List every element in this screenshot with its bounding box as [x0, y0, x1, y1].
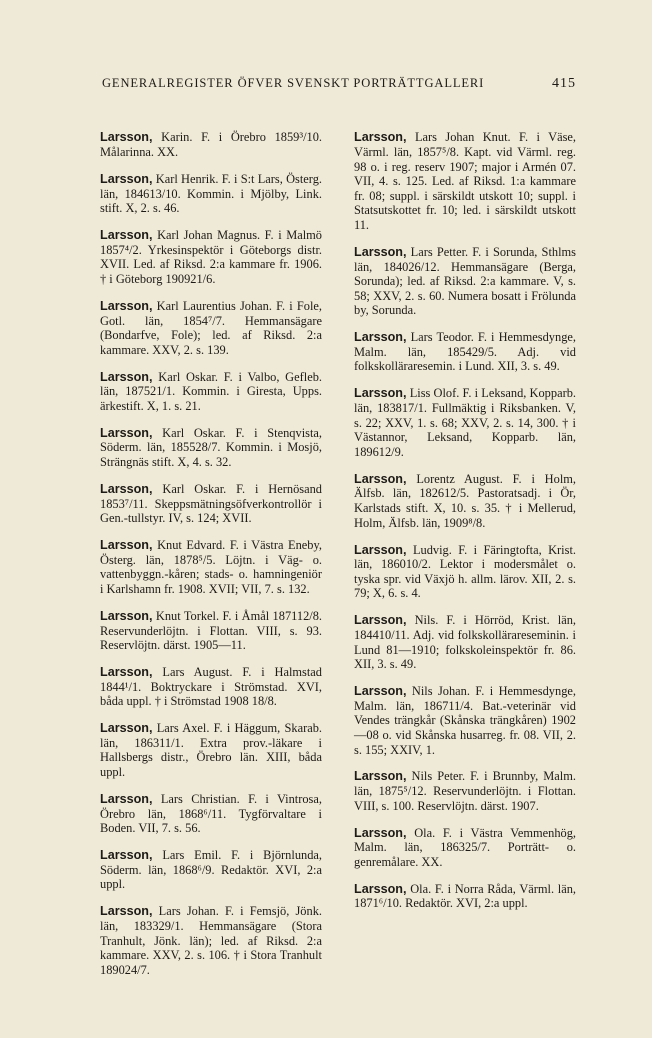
- entry-text: Karl Oskar. F. i Valbo, Gefleb. län, 187521/1. Kommin. i Giresta, Upps. ärkestift. X, 1. s. 21.: [100, 369, 322, 413]
- entry-text: Lars Axel. F. i Häggum, Skarab. län, 186311/1. Extra prov.-läkare i Hallsbergs distr., Örebro län. XIII, båda uppl.: [100, 721, 322, 780]
- register-entry: [354, 613, 576, 671]
- entry-surname: Larsson,: [354, 330, 407, 345]
- entry-surname: Larsson,: [100, 425, 153, 440]
- entry-text: Nils. F. i Hörröd, Krist. län, 184410/11. Adj. vid folkskollärareseminin. i Lund 81—1910; folkskoleinspektör fr. 86. XII, 3. s. 49.: [354, 613, 576, 672]
- register-entry: [100, 426, 322, 470]
- register-entry: [100, 609, 322, 653]
- entry-surname: Larsson,: [100, 792, 153, 807]
- page-number: 415: [552, 76, 576, 91]
- register-entry: [100, 904, 322, 977]
- running-header: [102, 76, 576, 92]
- entry-text: Karl Laurentius Johan. F. i Fole, Gotl. län, 1854⁷/7. Hemmansägare (Bondarfve, Fole); led. af Riksd. 2:a kammare. XXV, 2. s. 139.: [100, 298, 322, 357]
- register-entry: [354, 245, 576, 318]
- right-column: [354, 118, 576, 919]
- register-entry: [354, 472, 576, 530]
- register-entry: [100, 538, 322, 596]
- entry-text: Liss Olof. F. i Leksand, Kopparb. län, 183817/1. Fullmäktig i Riksbanken. V, s. 22; XXV, 1. s. 68; XXV, 2. s. 14, 300. † i Västannor, Leksand, Kopparb. län, 189612/9.: [354, 386, 576, 459]
- register-entry: [100, 228, 322, 286]
- register-entry: [354, 130, 576, 232]
- entry-surname: Larsson,: [100, 721, 153, 736]
- entry-surname: Larsson,: [100, 665, 153, 680]
- register-entry: [354, 882, 576, 911]
- entry-surname: Larsson,: [100, 130, 153, 145]
- entry-surname: Larsson,: [100, 848, 153, 863]
- register-entry: [100, 482, 322, 526]
- entry-text: Lars Emil. F. i Björnlunda, Söderm. län, 1868⁶/9. Redaktör. XVI, 2:a uppl.: [100, 848, 322, 892]
- register-entry: [354, 330, 576, 374]
- entry-text: Knut Torkel. F. i Åmål 187112/8. Reservunderlöjtn. i Flottan. VIII, s. 93. Reservlöjtn. därst. 1905—11.: [100, 608, 323, 653]
- register-entry: [100, 721, 322, 779]
- register-entry: [100, 299, 322, 357]
- entry-text: Ola. F. i Norra Råda, Värml. län, 1871⁶/10. Redaktör. XVI, 2:a uppl.: [354, 881, 576, 911]
- entry-surname: Larsson,: [100, 171, 153, 186]
- entry-text: Lars Petter. F. i Sorunda, Sthlms län, 184026/12. Hemmansägare (Berga, Sorunda); led. af Riksd. 2:a kammare. V, s. 58; XXV, 2. s. 60. Numera bosatt i Frölunda by, Sorunda.: [354, 244, 576, 318]
- register-entry: [100, 848, 322, 892]
- register-entry: [100, 792, 322, 836]
- entry-text: Lorentz August. F. i Holm, Älfsb. län, 182612/5. Pastoratsadj. i Ör, Karlstads stift. X, 10. s. 35. † i Mellerud, Holm, Älfsb. län, 1909⁸/8.: [354, 471, 577, 530]
- entry-surname: Larsson,: [354, 684, 407, 699]
- entry-surname: Larsson,: [354, 769, 407, 784]
- register-entry: [354, 769, 576, 813]
- entry-surname: Larsson,: [100, 904, 153, 919]
- running-title: GENERALREGISTER ÖFVER SVENSKT PORTRÄTTGALLERI: [102, 76, 485, 90]
- entry-text: Karin. F. i Örebro 1859³/10. Målarinna. XX.: [100, 130, 322, 159]
- entry-surname: Larsson,: [100, 228, 153, 243]
- entry-surname: Larsson,: [100, 298, 153, 313]
- entry-text: Lars Johan Knut. F. i Väse, Värml. län, 1857⁵/8. Kapt. vid Värml. reg. 98 o. i reg. reserv 1907; major i Armén 07. VII, 4. s. 125. Led. af Riksd. 1:a kammare fr. 08; suppl. i särskildt utskott 10; suppl. i Statsutskottet fr. 10; led. i särskildt utskott 11.: [354, 130, 576, 232]
- entry-text: Karl Johan Magnus. F. i Malmö 1857⁴/2. Yrkesinspektör i Göteborgs distr. XVII. Led. af Riksd. 2:a kammare fr. 1906. † i Göteborg 190921/6.: [100, 228, 322, 286]
- entry-text: Lars Johan. F. i Femsjö, Jönk. län, 183329/1. Hemmansägare (Stora Tranhult, Jönk. län); led. af Riksd. 2:a kammare. XXV, 2. s. 106. † i Stora Tranhult 189024/7.: [100, 904, 322, 977]
- register-entry: [354, 826, 576, 870]
- entry-text: Ola. F. i Västra Vemmenhög, Malm. län, 186325/7. Porträtt- o. genremålare. XX.: [354, 825, 576, 869]
- register-entry: [354, 386, 576, 459]
- entry-text: Lars Teodor. F. i Hemmesdynge, Malm. län, 185429/5. Adj. vid folkskolläraresemin. i Lund. XII, 3. s. 49.: [354, 330, 576, 374]
- entry-surname: Larsson,: [354, 881, 407, 896]
- entry-text: Ludvig. F. i Färingtofta, Krist. län, 186010/2. Lektor i modersmålet o. tyska spr. vid Växjö h. allm. lärov. XII, 2. s. 79; X, 6. s. 4.: [354, 542, 576, 601]
- entry-surname: Larsson,: [354, 471, 407, 486]
- entry-text: Nils Johan. F. i Hemmesdynge, Malm. län, 186711/4. Bat.-veterinär vid Vendes trängkår (Skånska trängkåren) 1902—08 o. vid Skånska husarreg. fr. 08. VII, 2. s. 155; XXIV, 1.: [354, 684, 576, 757]
- register-entry: [100, 370, 322, 414]
- entry-text: Lars Christian. F. i Vintrosa, Örebro län, 1868⁶/11. Tygförvaltare i Boden. VII, 7. s. 56.: [100, 792, 322, 836]
- entry-text: Nils Peter. F. i Brunnby, Malm. län, 1875⁵/12. Reservunderlöjtn. i Flottan. VIII, s. 100. Reservlöjtn. därst. 1907.: [354, 769, 576, 813]
- register-entry: [354, 684, 576, 757]
- entry-text: Karl Henrik. F. i S:t Lars, Österg. län, 184613/10. Kommin. i Mjölby, Link. stift. X, 2. s. 46.: [100, 171, 322, 216]
- entry-surname: Larsson,: [100, 482, 153, 497]
- entry-surname: Larsson,: [354, 130, 407, 145]
- entry-surname: Larsson,: [354, 825, 407, 840]
- entry-surname: Larsson,: [100, 608, 153, 623]
- entry-surname: Larsson,: [354, 542, 407, 557]
- register-entry: [100, 130, 322, 159]
- left-column: [100, 118, 322, 985]
- entry-surname: Larsson,: [354, 244, 407, 259]
- register-entry: [100, 665, 322, 709]
- entry-text: Knut Edvard. F. i Västra Eneby, Österg. län, 1878⁵/5. Löjtn. i Väg- o. vattenbyggn.-kåren; stads- o. hamningeniör i Karlshamn fr. 1908. XVII; VII, 7. s. 132.: [100, 538, 322, 596]
- entry-surname: Larsson,: [354, 386, 407, 401]
- entry-text: Karl Oskar. F. i Hernösand 1853⁷/11. Skeppsmätningsöfverkontrollör i Gen.-tullstyr. IV, s. 124; XVII.: [100, 482, 322, 526]
- entry-surname: Larsson,: [354, 613, 407, 628]
- entry-text: Karl Oskar. F. i Stenqvista, Söderm. län, 185528/7. Kommin. i Mosjö, Strängnäs stift. X, 4. s. 32.: [100, 425, 322, 470]
- entry-surname: Larsson,: [100, 538, 153, 553]
- entry-text: Lars August. F. i Halmstad 1844¹/1. Boktryckare i Strömstad. XVI, båda uppl. † i Strömstad 1908 18/8.: [100, 665, 322, 709]
- register-entry: [100, 172, 322, 216]
- register-entry: [354, 543, 576, 601]
- entry-surname: Larsson,: [100, 369, 153, 384]
